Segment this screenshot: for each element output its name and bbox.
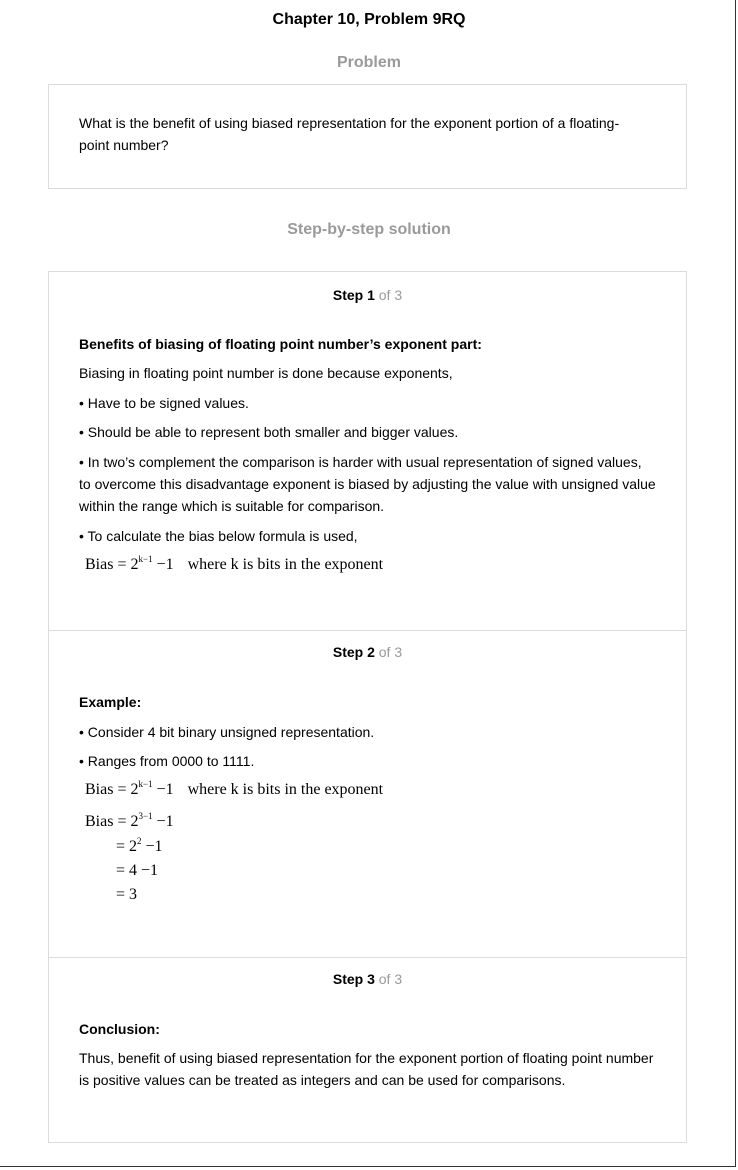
calc-exponent: 3−1 bbox=[138, 811, 153, 821]
calc-line bbox=[85, 813, 174, 831]
step-1-of: of 3 bbox=[378, 287, 403, 303]
formula-where: where k is bits in the exponent bbox=[187, 781, 384, 798]
formula-lhs: Bias = 2 bbox=[85, 781, 139, 798]
step-1-heading: Benefits of biasing of floating point number’s exponent part: bbox=[79, 336, 482, 352]
step-2-heading: Example: bbox=[79, 694, 142, 710]
calc-exponent: 2 bbox=[137, 836, 142, 846]
problem-heading: Problem bbox=[336, 54, 401, 71]
problem-box bbox=[48, 84, 687, 189]
step-2-of: of 3 bbox=[378, 644, 403, 660]
calc-rest: −1 bbox=[152, 813, 174, 830]
calc-lhs: Bias = 2 bbox=[85, 813, 139, 830]
problem-text: What is the benefit of using biased representation for the exponent portion of a floating-point number? bbox=[79, 115, 620, 153]
step-1-label: Step 1 bbox=[332, 287, 375, 303]
step-2-label: Step 2 bbox=[332, 644, 375, 660]
step-2-header bbox=[49, 644, 686, 660]
calc-lhs: = 3 bbox=[116, 886, 138, 903]
step-3-text: Thus, benefit of using biased representation for the exponent portion of floating point number is positive values can be treated as integers and can be used for comparisons. bbox=[79, 1050, 654, 1088]
step-2 bbox=[49, 630, 686, 958]
bias-formula bbox=[85, 556, 383, 574]
solution-box bbox=[48, 271, 687, 1143]
calc-line bbox=[116, 862, 158, 880]
formula-exponent: k−1 bbox=[138, 554, 153, 564]
list-item: • Have to be signed values. bbox=[79, 395, 249, 411]
step-1-intro: Biasing in floating point number is done because exponents, bbox=[79, 365, 453, 381]
formula-exponent: k−1 bbox=[138, 779, 153, 789]
step-3-header bbox=[49, 971, 686, 987]
calc-line bbox=[116, 838, 163, 856]
step-3-of: of 3 bbox=[378, 971, 403, 987]
solution-heading: Step-by-step solution bbox=[287, 221, 451, 238]
step-3-label: Step 3 bbox=[332, 971, 375, 987]
calc-lhs: = 4 −1 bbox=[116, 862, 159, 879]
step-3-heading: Conclusion: bbox=[79, 1021, 160, 1037]
list-item: • To calculate the bias below formula is used, bbox=[79, 528, 358, 544]
list-item: • In two’s complement the comparison is harder with usual representation of signed values, to overcome this disadvantage exponent is biased by adjusting the value with unsigned value within the range which is suitable for comparison. bbox=[79, 454, 656, 514]
list-item: • Ranges from 0000 to 1111. bbox=[79, 753, 255, 769]
bias-formula bbox=[85, 781, 383, 799]
list-item: • Consider 4 bit binary unsigned representation. bbox=[79, 724, 375, 740]
calc-line bbox=[116, 886, 137, 904]
formula-lhs: Bias = 2 bbox=[85, 556, 139, 573]
list-item: • Should be able to represent both smaller and bigger values. bbox=[79, 424, 459, 440]
calc-lhs: = 2 bbox=[116, 838, 138, 855]
step-1-header bbox=[49, 287, 686, 303]
page-title: Chapter 10, Problem 9RQ bbox=[272, 11, 466, 28]
formula-rest: −1 bbox=[152, 556, 174, 573]
calc-rest: −1 bbox=[141, 838, 163, 855]
step-3 bbox=[49, 957, 686, 1143]
step-1 bbox=[49, 272, 686, 630]
formula-where: where k is bits in the exponent bbox=[187, 556, 384, 573]
formula-rest: −1 bbox=[152, 781, 174, 798]
